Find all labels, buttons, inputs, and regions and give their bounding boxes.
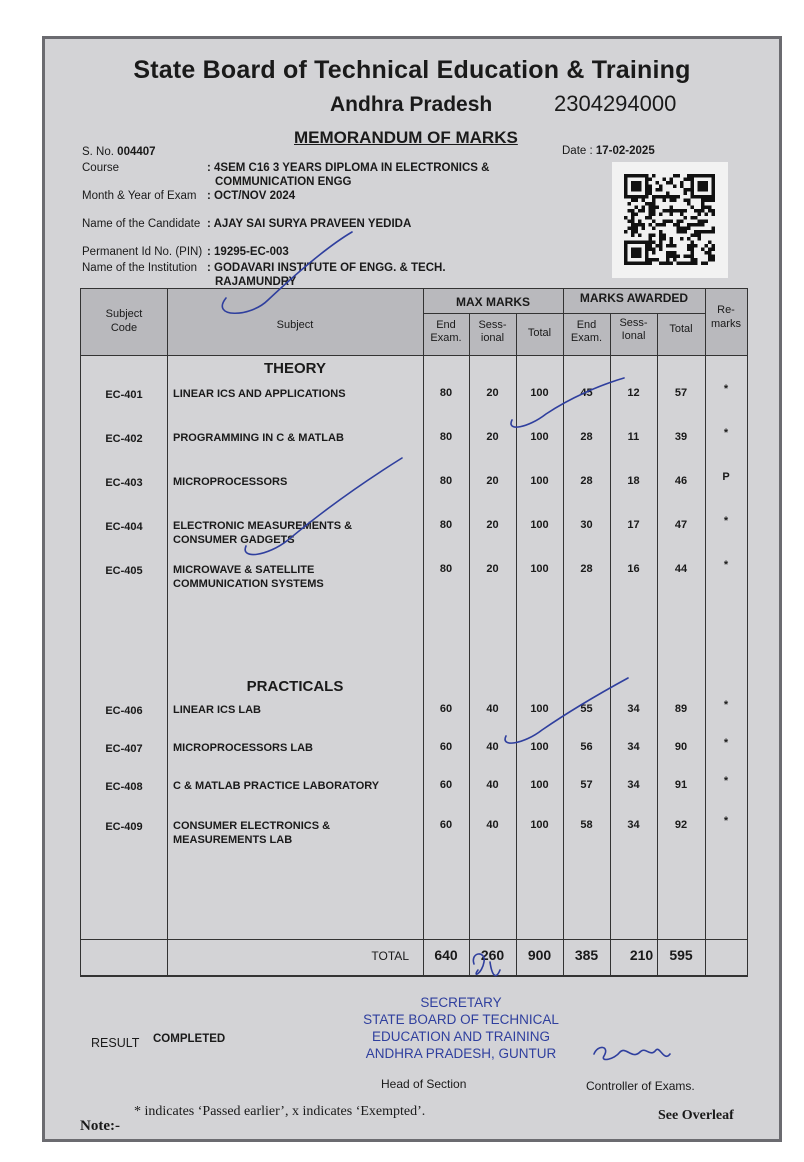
see-overleaf: See Overleaf xyxy=(658,1108,734,1123)
cell-max-sess: 20 xyxy=(486,563,499,575)
check-mark-icon xyxy=(222,232,352,313)
total-aw-end: 385 xyxy=(574,947,599,963)
course-value-line2: COMMUNICATION ENGG xyxy=(215,176,352,188)
pin-value: : 19295-EC-003 xyxy=(207,246,289,258)
cell-max-sess: 40 xyxy=(486,779,499,791)
header-max-marks: MAX MARKS xyxy=(456,295,530,309)
header-aw-end: End Exam. xyxy=(570,319,603,344)
subject-name: MICROPROCESSORS xyxy=(173,476,288,488)
board-title: State Board of Technical Education & Training xyxy=(133,56,691,84)
candidate-value: : AJAY SAI SURYA PRAVEEN YEDIDA xyxy=(207,218,412,230)
cell-aw-total: 47 xyxy=(674,519,688,531)
subject-code: EC-408 xyxy=(105,781,143,793)
cell-aw-end: 57 xyxy=(580,779,593,791)
cell-aw-end: 28 xyxy=(580,431,593,443)
header-marks-awarded: MARKS AWARDED xyxy=(579,291,689,305)
subject-code: EC-404 xyxy=(105,521,143,533)
course-value-line1: : 4SEM C16 3 YEARS DIPLOMA IN ELECTRONICS & xyxy=(207,162,490,174)
document-number: 2304294000 xyxy=(554,91,677,116)
candidate-label: Name of the Candidate xyxy=(82,218,201,230)
header-subject: Subject xyxy=(276,319,314,331)
subject-name: LINEAR ICS AND APPLICATIONS xyxy=(173,388,346,400)
course-label: Course xyxy=(82,162,120,174)
cell-aw-end: 56 xyxy=(580,741,593,753)
cell-max-end: 60 xyxy=(439,703,453,715)
subject-code: EC-409 xyxy=(105,821,143,833)
secretary-stamp: SECRETARY STATE BOARD OF TECHNICAL EDUCATION AND TRAINING ANDHRA PRADESH, GUNTUR xyxy=(363,995,559,1061)
total-max-sess: 260 xyxy=(480,947,505,963)
check-mark-icon xyxy=(505,678,628,743)
cell-aw-sess: 34 xyxy=(627,819,640,831)
cell-max-total: 100 xyxy=(530,819,549,831)
result-label: RESULT xyxy=(91,1036,140,1050)
cell-remark: * xyxy=(723,815,729,827)
date-value: 17-02-2025 xyxy=(595,145,655,157)
total-aw-sess: 210 xyxy=(629,947,654,963)
note-prefix: Note:- xyxy=(80,1118,120,1134)
cell-max-total: 100 xyxy=(530,387,549,399)
header-max-sess: Sess- ional xyxy=(478,319,507,344)
subject-name: CONSUMER ELECTRONICS & MEASUREMENTS LAB xyxy=(173,820,331,846)
cell-aw-total: 89 xyxy=(674,703,688,715)
cell-remark: * xyxy=(723,775,729,787)
cell-aw-total: 39 xyxy=(674,431,688,443)
subject-code: EC-407 xyxy=(105,743,143,755)
cell-max-total: 100 xyxy=(530,703,549,715)
institution-label: Name of the Institution xyxy=(82,262,198,274)
header-max-total: Total xyxy=(527,327,552,339)
cell-max-end: 80 xyxy=(439,475,453,487)
cell-aw-end: 28 xyxy=(580,475,593,487)
header-subject-code: Subject Code xyxy=(105,308,143,334)
header-max-end: End Exam. xyxy=(430,319,462,344)
cell-aw-sess: 34 xyxy=(627,779,640,791)
cell-max-sess: 20 xyxy=(486,475,499,487)
header-aw-sess: Sess- Ional xyxy=(619,317,648,342)
cell-max-sess: 20 xyxy=(486,431,499,443)
exam-value: : OCT/NOV 2024 xyxy=(207,190,296,202)
header-remarks: Re- marks xyxy=(711,304,741,330)
date-label: Date : 17-02-2025 xyxy=(562,145,655,157)
subject-name: PROGRAMMING IN C & MATLAB xyxy=(173,432,344,444)
cell-max-end: 80 xyxy=(439,519,453,531)
cell-max-sess: 40 xyxy=(486,741,499,753)
subject-code: EC-406 xyxy=(105,705,143,717)
controller-signature-icon xyxy=(594,1047,670,1059)
cell-remark: * xyxy=(723,515,729,527)
subject-code: EC-403 xyxy=(105,477,143,489)
document-title: MEMORANDUM OF MARKS xyxy=(294,128,518,147)
subject-name: ELECTRONIC MEASUREMENTS & CONSUMER GADGETS xyxy=(173,520,353,546)
cell-remark: * xyxy=(723,383,729,395)
cell-max-total: 100 xyxy=(530,475,549,487)
cell-aw-end: 28 xyxy=(580,563,593,575)
cell-aw-sess: 11 xyxy=(627,431,640,443)
cell-aw-sess: 16 xyxy=(627,563,640,575)
head-of-section: Head of Section xyxy=(381,1077,467,1091)
cell-remark: * xyxy=(723,427,729,439)
cell-max-end: 60 xyxy=(439,779,453,791)
sno-label: S. No. 004407 xyxy=(82,146,156,158)
cell-remark: P xyxy=(722,471,730,483)
cell-aw-end: 55 xyxy=(580,703,593,715)
cell-aw-sess: 34 xyxy=(627,703,640,715)
subject-code: EC-401 xyxy=(105,389,143,401)
total-max-total: 900 xyxy=(527,947,552,963)
exam-label: Month & Year of Exam xyxy=(82,190,197,202)
subject-name: MICROWAVE & SATELLITE COMMUNICATION SYSTEMS xyxy=(173,564,324,590)
cell-max-end: 60 xyxy=(439,819,453,831)
total-aw-total: 595 xyxy=(669,947,693,963)
cell-aw-total: 44 xyxy=(674,563,688,575)
result-value: COMPLETED xyxy=(153,1033,226,1045)
cell-aw-sess: 12 xyxy=(627,387,640,399)
cell-max-total: 100 xyxy=(530,741,549,753)
cell-max-end: 60 xyxy=(439,741,453,753)
total-label: TOTAL xyxy=(371,949,409,963)
section-theory: THEORY xyxy=(264,360,326,377)
cell-max-end: 80 xyxy=(439,563,453,575)
cell-max-end: 80 xyxy=(439,387,453,399)
institution-value-line2: RAJAMUNDRY xyxy=(215,276,297,288)
cell-remark: * xyxy=(723,699,729,711)
cell-aw-total: 91 xyxy=(674,779,688,791)
cell-max-end: 80 xyxy=(439,431,453,443)
cell-max-total: 100 xyxy=(530,563,549,575)
cell-aw-total: 57 xyxy=(674,387,688,399)
total-max-end: 640 xyxy=(434,947,458,963)
cell-max-sess: 40 xyxy=(486,703,499,715)
cell-aw-end: 58 xyxy=(580,819,593,831)
subject-name: C & MATLAB PRACTICE LABORATORY xyxy=(173,780,380,792)
cell-aw-total: 90 xyxy=(674,741,688,753)
institution-value-line1: : GODAVARI INSTITUTE OF ENGG. & TECH. xyxy=(207,262,446,274)
cell-remark: * xyxy=(723,559,729,571)
cell-aw-end: 45 xyxy=(580,387,593,399)
cell-aw-sess: 18 xyxy=(627,475,640,487)
cell-aw-end: 30 xyxy=(580,519,593,531)
subject-name: MICROPROCESSORS LAB xyxy=(173,742,313,754)
cell-max-sess: 20 xyxy=(486,387,499,399)
section-practicals: PRACTICALS xyxy=(246,678,344,695)
cell-aw-sess: 34 xyxy=(627,741,640,753)
cell-max-total: 100 xyxy=(530,779,549,791)
cell-aw-total: 46 xyxy=(674,475,688,487)
initials-signature-icon xyxy=(473,954,500,976)
check-mark-icon xyxy=(245,458,402,555)
cell-max-sess: 20 xyxy=(486,519,499,531)
cell-aw-sess: 17 xyxy=(627,519,640,531)
header-aw-total: Total xyxy=(669,323,693,335)
subject-code: EC-402 xyxy=(105,433,143,445)
cell-max-sess: 40 xyxy=(486,819,499,831)
cell-remark: * xyxy=(723,737,729,749)
subject-code: EC-405 xyxy=(105,565,143,577)
pin-label: Permanent Id No. (PIN) xyxy=(82,246,203,258)
cell-max-total: 100 xyxy=(530,519,549,531)
controller-of-exams: Controller of Exams. xyxy=(586,1079,695,1093)
cell-aw-total: 92 xyxy=(674,819,688,831)
subject-name: LINEAR ICS LAB xyxy=(173,704,261,716)
check-mark-icon xyxy=(511,378,624,427)
note-text: * indicates ‘Passed earlier’, x indicates ‘Exempted’. xyxy=(134,1104,426,1119)
state-name: Andhra Pradesh xyxy=(330,93,493,116)
cell-max-total: 100 xyxy=(530,431,549,443)
sno-value: 004407 xyxy=(117,146,156,158)
